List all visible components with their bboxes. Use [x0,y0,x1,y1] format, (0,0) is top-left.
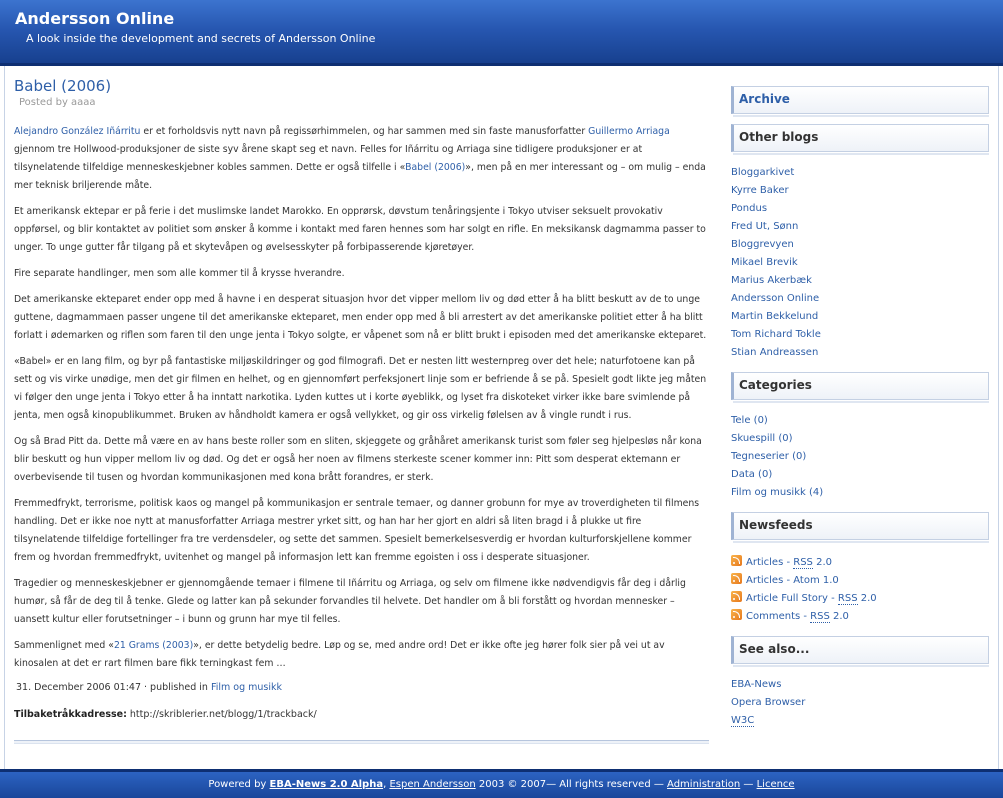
blog-link[interactable]: Fred Ut, Sønn [731,221,799,232]
licence-link[interactable]: Licence [756,779,795,790]
post-category-link[interactable]: Film og musikk [210,682,283,693]
category-link[interactable]: Tele (0) [731,415,768,426]
see-also-link[interactable]: EBA-News [731,679,782,690]
list-item [731,164,989,182]
newsfeeds-list [731,554,989,626]
see-also-heading: See also... [731,636,989,664]
post-paragraph: Det amerikanske ekteparet ender opp med å havne i en desperat situasjon hvor det vipper mellom liv og død etter å ha blitt beskutt av de to unge guttene, dagmammaen passer ungene til det amerikanske ekteparet, men ender opp med å bli arrestert av det amerikanske politiet etter å ha blitt forlatt i ødemarken og riflen som faren til den unge jenta i Tokyo solgte, er våpenet som nå er blitt brukt i episoden med det amerikanske ekteparet. [14,294,707,341]
blog-link[interactable]: Andersson Online [731,293,820,304]
see-also-link[interactable]: W3C [731,715,755,726]
list-item [731,182,989,200]
newsfeeds-heading: Newsfeeds [731,512,989,540]
post-title[interactable]: Babel (2006) [14,77,112,95]
list-item [731,694,989,712]
post-paragraph: Fire separate handlinger, men som alle kommer til å krysse hverandre. [14,268,345,279]
post-paragraph: Fremmedfrykt, terrorisme, politisk kaos og mangel på kommunikasjon er sentrale temaer, og danner grobunn for mye av troverdigheten til filmens handling. Det er ikke noe nytt at manusforfatter Arriaga mestrer yrket sitt, og han har her gjort en aldri så liten bragd i å plukke ut fire tilsynelatende tilfeldige fortellinger fra tre verdensdeler, og sette det sammen. Spesielt bemerkelsesverdig er hvordan kulturforskjellene kommer frem og hvordan fremmedfrykt, uvitenhet og mangel på informasjon lett kan fremme egoisten i oss i desperate situasjoner. [14,498,700,563]
blog-link[interactable]: Mikael Brevik [731,257,798,268]
footer-text: 2003 © 2007— All rights reserved — [475,779,668,790]
feed-link[interactable]: Articles - Atom 1.0 [746,575,839,586]
list-item [731,218,989,236]
paragraph-text: gjennom tre Hollwood-produksjoner de siste syv årene skapt seg et navn. Felles for Iñárritu og Arriaga sine tidligere produksjoner er at tilsynelatende tilfeldige menneskeskjebner kobles sammen. Dette er også tilfelle i « [14,144,643,173]
footer-text: — [740,779,757,790]
blog-link[interactable]: Martin Bekkelund [731,311,819,322]
post-divider [14,740,709,744]
feed-item [731,608,989,626]
film-link[interactable]: Babel (2006) [405,162,466,173]
trackback-url: http://skriblerier.net/blogg/1/trackback/ [126,709,317,720]
archive-heading[interactable]: Archive [731,86,989,114]
rss-feed-icon[interactable] [731,609,742,620]
paragraph-text: », men på en mer interessant og – om mulig – enda mer teknisk briljerende måte. [14,162,706,191]
category-link[interactable]: Film og musikk (4) [731,487,824,498]
categories-list [731,412,989,502]
related-film-link[interactable]: 21 Grams (2003) [113,640,194,651]
list-item [731,344,989,362]
list-item [731,676,989,694]
category-link[interactable]: Skuespill (0) [731,433,793,444]
other-blogs-heading: Other blogs [731,124,989,152]
list-item [731,200,989,218]
feed-item [731,554,989,572]
post-meta [16,681,710,695]
site-tagline: A look inside the development and secrets of Andersson Online [26,32,376,45]
list-item [731,430,989,448]
paragraph-text: er et forholdsvis nytt navn på regissørhimmelen, og har sammen med sin faste manusforfatter [140,126,589,137]
category-link[interactable]: Data (0) [731,469,773,480]
post-date: 31. December 2006 01:47 · published in [16,682,211,693]
list-item [731,290,989,308]
rss-feed-icon[interactable] [731,573,742,584]
list-item [731,272,989,290]
list-item [731,326,989,344]
list-item [731,236,989,254]
post-author: Posted by aaaa [19,97,96,108]
trackback [14,709,710,720]
category-link[interactable]: Tegneserier (0) [731,451,807,462]
post-paragraph: «Babel» er en lang film, og byr på fantastiske miljøskildringer og god filmografi. Det er nesten litt westernpreg over det hele; naturfotoene kan på sett og vis virke unødige, men det gir filmen en helhet, og en gjennomført perfeksjonert linje som er befriende å se på. Spesielt godt likte jeg måten vi følger den unge jenta i Tokyo etter å ha inntatt narkotika. Lyden kuttes ut i korte øyeblikk, og lyset fra diskoteket virker ikke bare svimlende på jenta, men også kinopublikummet. Bruken av håndholdt kamera er også vellykket, og gir oss virkelig følelsen av å vingle rundt i rus. [14,356,707,421]
blog-link[interactable]: Pondus [731,203,768,214]
paragraph-text: Sammenlignet med « [14,640,114,651]
feed-item [731,572,989,590]
post-paragraph: Og så Brad Pitt da. Dette må være en av hans beste roller som en sliten, skjeggete og gråhåret amerikansk turist som føler seg hjelpesløs når kona blir beskutt og hun vipper mellom liv og død. Og det er også her noen av filmens sterkeste scener kommer inn: Pitt som desperat ektemann er overbevisende til tusen og hvordan kommunikasjonen med kona brått forandres, er sterk. [14,436,702,483]
blog-link[interactable]: Bloggrevyen [731,239,794,250]
sidebar [731,86,989,730]
post-paragraph [14,123,710,195]
footer-text: Powered by [208,779,270,790]
see-also-list [731,676,989,730]
post-paragraph: Et amerikansk ektepar er på ferie i det muslimske landet Marokko. En opprørsk, døvstum tenåringsjente i Tokyo utviser seksuelt provokativ oppførsel, og blir kontaktet av politiet som ønsker å komme i kontakt med faren hennes som har solgt en rifle. En meksikansk dagmamma passer to unger. To unge gutter får tilgang på et skytevåpen og øvelsesskyter på forbipasserende kjøretøyer. [14,206,706,253]
footer-text: , [383,779,390,790]
site-footer [0,769,1003,798]
list-item [731,448,989,466]
administration-link[interactable]: Administration [667,779,741,790]
blog-link[interactable]: Stian Andreassen [731,347,819,358]
list-item [731,412,989,430]
writer-link[interactable]: Guillermo Arriaga [588,126,670,137]
main-content [14,76,710,720]
trackback-label: Tilbaketråkkadresse: [14,709,127,720]
blog-link[interactable]: Tom Richard Tokle [731,329,821,340]
list-item [731,308,989,326]
author-link[interactable]: Espen Andersson [389,779,476,790]
rss-feed-icon[interactable] [731,591,742,602]
feed-item [731,590,989,608]
feed-link[interactable]: Articles - RSS 2.0 [746,557,833,568]
post-body [14,123,710,673]
blog-link[interactable]: Bloggarkivet [731,167,795,178]
feed-link[interactable]: Comments - RSS 2.0 [746,611,849,622]
feed-link[interactable]: Article Full Story - RSS 2.0 [746,593,877,604]
categories-heading: Categories [731,372,989,400]
list-item [731,484,989,502]
rss-feed-icon[interactable] [731,555,742,566]
other-blogs-list [731,164,989,362]
paragraph-text: », er dette betydelig bedre. Løp og se, med andre ord! Det er ikke ofte jeg hører folk sier på vei ut av kinosalen at det er rart filmen bare fikk terningkast fem … [14,640,665,669]
blog-link[interactable]: Kyrre Baker [731,185,789,196]
list-item [731,466,989,484]
see-also-link[interactable]: Opera Browser [731,697,806,708]
post-paragraph [14,637,710,673]
blog-link[interactable]: Marius Akerbæk [731,275,812,286]
director-link[interactable]: Alejandro González Iñárritu [14,126,141,137]
list-item [731,254,989,272]
eba-news-link[interactable]: EBA-News 2.0 Alpha [269,779,384,790]
list-item [731,712,989,730]
post-paragraph: Tragedier og menneskeskjebner er gjennomgående temaer i filmene til Iñárritu og Arriaga, og selv om filmene ikke nødvendigvis får deg i dårlig humør, så får de deg til å tenke. Glede og latter kan på sekunder forvandles til helvete. Det handler om å bli forstått og hvordan mennesker – uansett kultur eller forutsetninger – i bunn og grunn har mye til felles. [14,578,686,625]
site-header [0,0,1003,66]
site-title[interactable]: Andersson Online [15,9,175,28]
